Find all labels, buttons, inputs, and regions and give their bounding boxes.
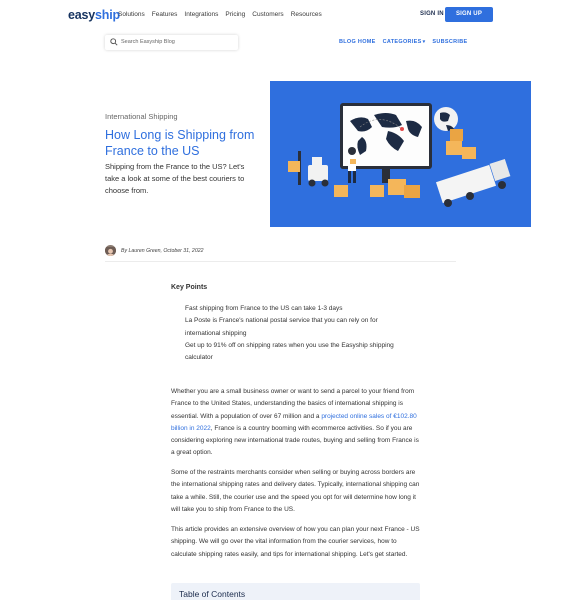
post-subtitle: Shipping from the France to the US? Let's take a look at some of the best couriers to choose from.	[105, 162, 245, 195]
categories-label: CATEGORIES	[382, 39, 422, 45]
post-title: How Long is Shipping from France to the US	[105, 128, 255, 158]
key-points-list	[185, 303, 405, 364]
blog-bar	[0, 30, 562, 56]
nav-solutions[interactable]: Solutions	[118, 11, 145, 18]
blog-links	[339, 39, 468, 45]
search-placeholder: Search Easyship Blog	[121, 39, 175, 45]
intro-text-after: , France is a country booming with ecommerce activities. So if you are considering exploring new international trade routes, buying and selling from France is a great option.	[171, 424, 419, 457]
toc-heading: Table of Contents	[179, 589, 246, 599]
blog-search-input[interactable]	[105, 35, 238, 50]
key-point: Fast shipping from France to the US can take 1-3 days	[185, 305, 343, 312]
key-point: La Poste is France's national postal service that you can rely on for international shipping	[185, 317, 378, 337]
nav-pricing[interactable]: Pricing	[225, 11, 246, 18]
table-of-contents[interactable]	[171, 583, 420, 600]
chevron-down-icon: ▾	[422, 39, 426, 45]
intro-paragraph	[171, 386, 420, 460]
key-point: Get up to 91% off on shipping rates when you use the Easyship shipping calculator	[185, 341, 394, 362]
logo-accent-text: ship	[95, 8, 120, 22]
search-icon	[110, 38, 118, 46]
hero-illustration	[270, 81, 531, 227]
sign-up-button[interactable]: SIGN UP	[445, 7, 493, 22]
post-category[interactable]: International Shipping	[105, 112, 178, 121]
key-points-heading: Key Points	[171, 284, 208, 291]
sign-in-link[interactable]: SIGN IN	[420, 11, 444, 17]
overview-paragraph: This article provides an extensive overview of how you can plan your next France - US shipping. We will go over the vital information from the courier services, how to calculate shipping rates easily, and tips for international shipping. Let's get started.	[171, 526, 420, 558]
easyship-logo[interactable]	[68, 8, 120, 22]
subscribe-link[interactable]: SUBSCRIBE	[432, 39, 468, 45]
categories-dropdown[interactable]	[383, 39, 426, 45]
nav-customers[interactable]: Customers	[252, 11, 284, 18]
projected-sales-link[interactable]: projected online sales of €102.80 billion in 2022	[171, 412, 417, 432]
nav-integrations[interactable]: Integrations	[184, 11, 219, 18]
avatar-photo	[105, 247, 116, 256]
byline-text: By Lauren Green, October 31, 2022	[121, 247, 204, 254]
intro-text-before: Whether you are a small business owner or want to send a parcel to your friend from France to the United States, understanding the basics of international shipping is essential. With a population of over 67 million and a	[171, 388, 415, 420]
author-byline	[105, 245, 203, 256]
shipping-illustration-graphic	[270, 81, 531, 227]
logo-main-text: easy	[68, 8, 96, 22]
restraints-paragraph: Some of the restraints merchants consider when selling or buying across borders are the international shipping rates and delivery dates. Typically, international shipping can take a while. Still, the courier use and the speed you opt for will determine how long it will take you to ship from France to the US.	[171, 469, 420, 513]
nav-resources[interactable]: Resources	[290, 11, 322, 18]
author-avatar	[105, 245, 116, 256]
divider	[105, 261, 456, 262]
top-navigation	[0, 0, 562, 30]
nav-features[interactable]: Features	[151, 11, 178, 18]
blog-home-link[interactable]: BLOG HOME	[339, 39, 376, 45]
main-nav	[118, 11, 322, 18]
